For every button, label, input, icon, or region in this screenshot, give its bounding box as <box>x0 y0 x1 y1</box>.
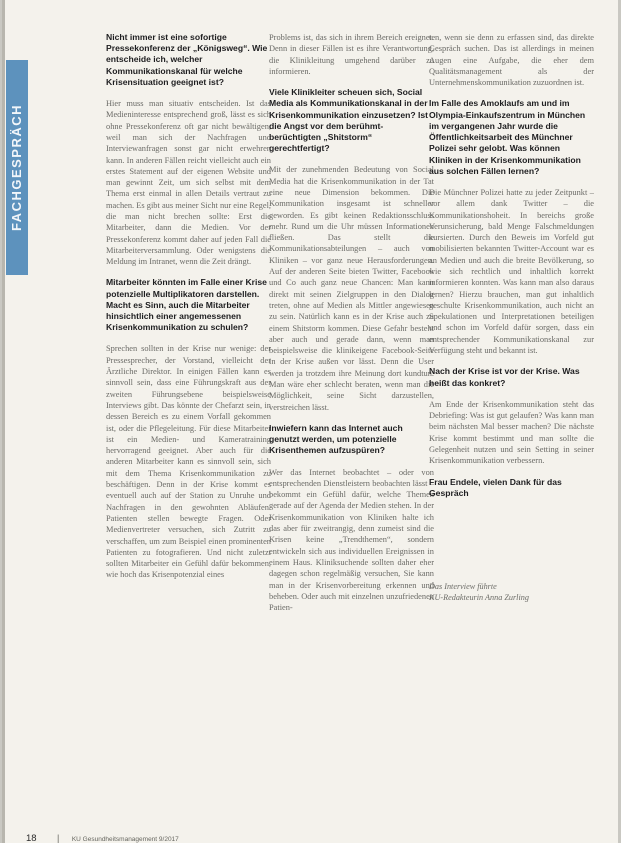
interview-answer: Am Ende der Krisenkommunikation steht das Debriefing: Was ist gut gelaufen? Was kann man beim nächsten Mal besser machen? Die nächste Krise kommt bestimmt und man sollte die Gelegenheit nutzen und sein Setting in seiner Krisenkommunikation verbessern. <box>429 399 594 466</box>
interview-answer: Mit der zunehmenden Bedeutung von Social Media hat die Krisenkommunikation in der Tat eine neue Dimension bekommen. Die Kommunikation insgesamt ist schneller geworden. Es gibt keinen Redaktionsschluss mehr. Rund um die Uhr müssen Informationen fließen. Das stellt die Kommunikationsabteilungen – auch von Kliniken – vor ganz neue Herausforderungen. Auf der anderen Seite bieten Twitter, Facebook und Co auch ganz neue Chancen: Man kann direkt mit seinen Zielgruppen in den Dialog treten, ohne auf Medien als Mittler angewiesen zu sein. Natürlich kann es in der Krise auch zu einem Shitstorm kommen. Diese Gefahr besteht aber auch und gerade dann, wenn man beispielsweise die klinikeigene Facebook-Seite in der Krise außen vor lässt. Denn die User werden ja trotzdem ihre Meinung dort kundtun. Man wäre eher schlecht beraten, wenn man die Möglichkeit, seine Sicht darzustellen, verstreichen lässt. <box>269 165 434 412</box>
interview-answer: Sprechen sollten in der Krise nur wenige: der Pressesprecher, der Vorstand, vielleicht der Ärztliche Direktor. In einigen Fällen kann es sinnvoll sein, dass eine Führungskraft aus der zweiten Führungsebene beispielsweise Interviews gibt. Das könnte der Chefarzt sein, in dessen Bereich es zu einem Vorfall gekommen ist, oder die Pflegeleitung. Für diese Mitarbeiter ist ein Medien- und Kameratraining hervorragend geeignet. Aber auch für die anderen Mitarbeiter kann es sinnvoll sein, sich mit dem Thema Krisenkommunikation zu beschäftigen. Denn in der Krise kommt es eventuell auch auf der Station zu Unruhe und Nachfragen in den gewohnten Abläufen. Patienten stellen bewegte Fragen. Oder Medienvertreter versuchen, sich Zutritt zu verschaffen, um zum Beispiel einen prominenten Patienten zu fotografieren. Und nicht zuletzt sollten Mitarbeiter ein Gefühl dafür bekommen, wie hoch das Krisenpotenzial eines <box>106 344 271 580</box>
page-fold-shadow <box>2 0 5 843</box>
interview-question: Nicht immer ist eine sofortige Pressekonferenz der „Königsweg“. Wie entscheide ich, welcher Kommunikationskanal für welche Krisensituation geeignet ist? <box>106 32 268 87</box>
column-3 <box>429 32 594 603</box>
section-tab-label: FACHGESPRÄCH <box>9 103 25 232</box>
page-number: 18 <box>26 833 37 843</box>
signature-author: KU-Redakteurin Anna Zurling <box>429 592 529 602</box>
footer-separator: | <box>57 833 60 843</box>
column-1 <box>106 32 271 591</box>
interview-question: Viele Klinikleiter scheuen sich, Social Media als Kommunikationskanal in der Krisenkommunikation einzusetzen? Ist die Angst vor dem berühmt-berüchtigten „Shitstorm“ gerechtfertigt? <box>269 87 429 154</box>
interview-answer: ten, wenn sie denn zu erfassen sind, das direkte Gespräch suchen. Das ist allerdings in meinen Augen eine Aufgabe, die eher dem Qualitätsmanagement als der Unternehmenskommunikation zuzuordnen ist. <box>429 33 594 88</box>
interview-question: Inwiefern kann das Internet auch genutzt werden, um potenzielle Krisenthemen aufzuspüren? <box>269 422 403 456</box>
interview-question: Nach der Krise ist vor der Krise. Was heißt das konkret? <box>429 366 580 388</box>
interview-question: Mitarbeiter könnten im Falle einer Krise potenzielle Multiplikatoren darstellen. Macht es Sinn, auch die Mitarbeiter hinsichtlich einer angemessenen Krisenkommunikation zu schulen? <box>106 277 267 333</box>
interview-question: Im Falle des Amoklaufs am und im Olympia-Einkaufszentrum in München im vergangenen Jahr wurde die Öffentlichkeitsarbeit des Münchner Polizei sehr gelobt. Was können Kliniken in der Krisenkommunikation aus solchen Fällen lernen? <box>429 98 586 176</box>
signature-line: Das Interview führte <box>429 581 497 591</box>
interview-answer: Hier muss man situativ entscheiden. Ist das Medieninteresse entsprechend groß, lässt es sich ohne Pressekonferenz oft gar nicht bewältigen, weil man sich der Nachfragen und Interviewanfragen sonst gar nicht erwehren kann. In anderen Fällen reicht vielleicht auch ein erstes Statement auf der eigenen Website und man gewinnt Zeit, um sich selbst mit dem Thema erst einmal in allen Details vertraut zu machen. Es gibt aus meiner Sicht nur eine Regel, die man nicht brechen sollte: Erst die Mitarbeiter, dann die Medien. Vor der Pressekonferenz kommt daher auf jeden Fall die Mitarbeiterversammlung. Oder wenigstens die Meldung im Intranet, wenn die Zeit drängt. <box>106 99 271 267</box>
magazine-page <box>2 0 618 843</box>
signature-block <box>429 581 594 603</box>
page-footer <box>26 828 179 843</box>
interview-answer: Die Münchner Polizei hatte zu jeder Zeitpunkt – vor allem dank Twitter – die Kommunikationshoheit. In bereichs große Verunsicherung, bald Menge Falschmeldungen kursierten. Durch den Beweis im Vorfeld gut mobilisierten bekannten Twitter-Account war es an Medien und auch die breite Bevölkerung, so wie sich rechtlich und inhaltlich korrekt informieren konnten. Was kann man also daraus lernen? Hierzu brauchen, man gut inhaltlich geschulte Krisenkommunikation, auch nicht an Spekulationen und Interpretationen beteiligen und schon im Vorfeld dafür sorgen, dass ein entsprechender Kommunikationskanal zur Verfügung steht und bekannt ist. <box>429 187 594 356</box>
interview-answer: Problems ist, das sich in ihrem Bereich ereignet. Denn in dieser Fällen ist es ihre Verantwortung, die Klinikleitung umgehend darüber zu informieren. <box>269 33 434 76</box>
footer-source: KU Gesundheitsmanagement 9/2017 <box>71 836 179 843</box>
interview-answer: Wer das Internet beobachtet – oder von entsprechenden Dienstleistern beobachten lässt – bekommt ein Gefühl dafür, welche Themen gerade auf der Agenda der Medien stehen. In der Krisenkommunikation von Kliniken halte ich das aber für zweitrangig, denn zumeist sind die Krisen keine „Trendthemen“, sondern entwickeln sich aus individuellen Ereignissen in einem Haus. Kliniksuchende sollten daher eher dagegen schon regelmäßig versuchen, Sie kann man in der Krisenvorbereitung erkennen und beheben. Oder auch mit einzelnen unzufriedenen Patien- <box>269 467 434 613</box>
closing-thanks: Frau Endele, vielen Dank für das Gespräch <box>429 476 562 498</box>
section-tab-label-wrap <box>6 60 28 275</box>
column-2 <box>269 32 434 623</box>
